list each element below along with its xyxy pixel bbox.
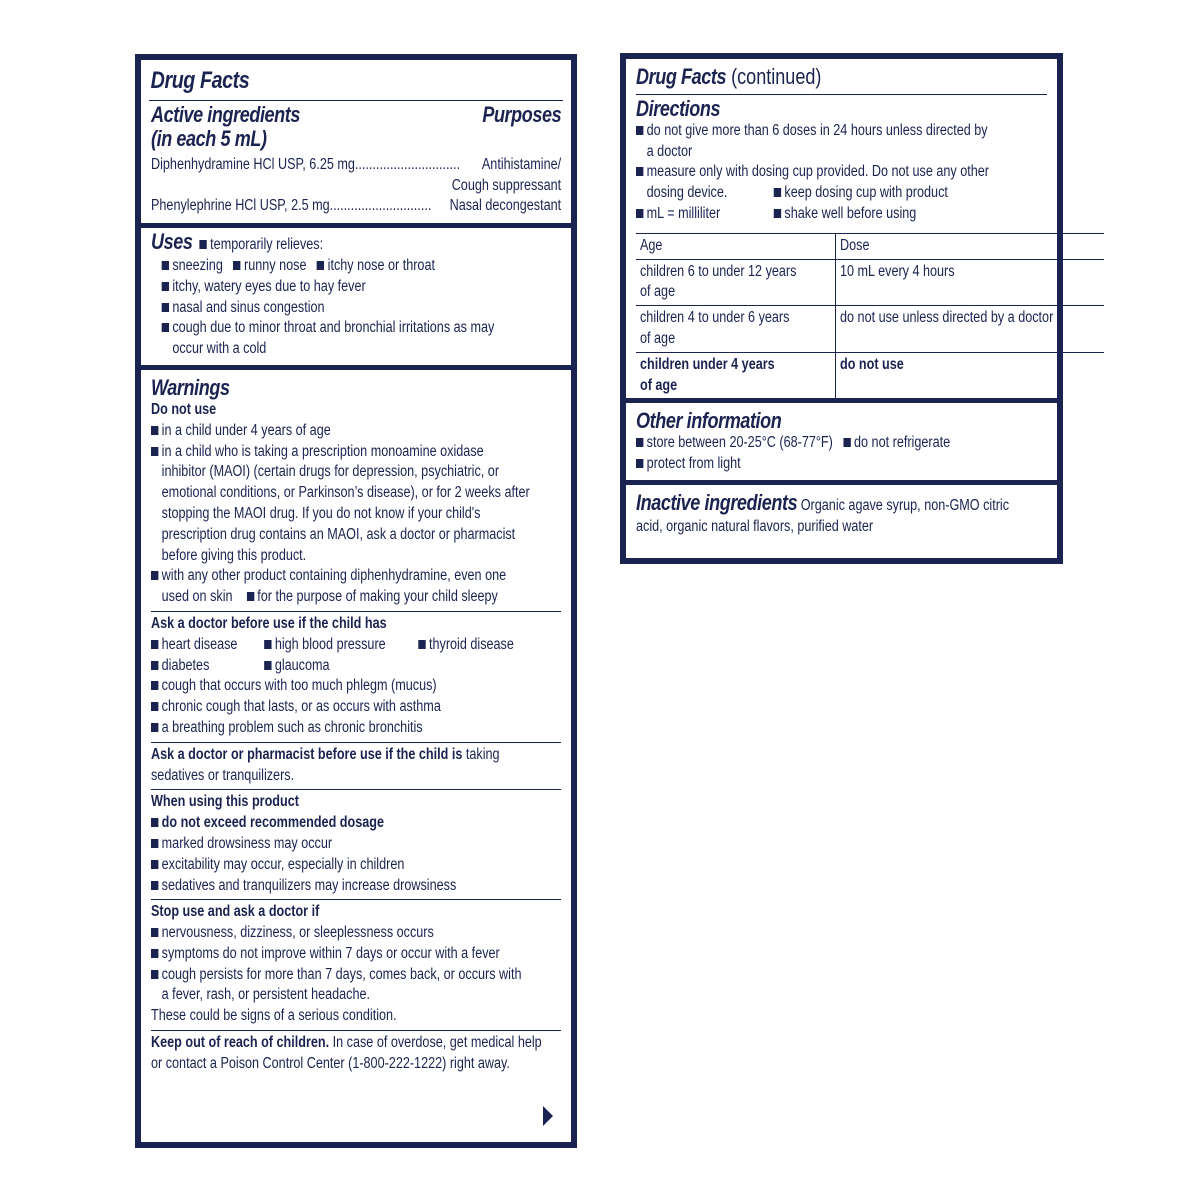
stop-use-item: cough persists for more than 7 days, comes back, or occurs with bbox=[161, 965, 522, 983]
stop-use-item: symptoms do not improve within 7 days or occur with a fever bbox=[161, 944, 500, 962]
warning-item-line: inhibitor (MAOI) (certain drugs for depression, psychiatric, or bbox=[161, 463, 500, 481]
ask-pharmacist-text-cont: sedatives or tranquilizers. bbox=[151, 766, 295, 784]
use-item: itchy nose or throat bbox=[327, 256, 435, 274]
ask-doctor-item: chronic cough that lasts, or as occurs with asthma bbox=[161, 698, 441, 716]
warning-item-line: stopping the MAOI drug. If you do not know if your child's bbox=[161, 504, 481, 522]
active-ingredients-heading: Active ingredients bbox=[151, 102, 301, 127]
stop-use-item-cont: a fever, rash, or persistent headache. bbox=[161, 986, 371, 1004]
direction-item: mL = milliliter bbox=[646, 204, 721, 222]
table-row bbox=[636, 306, 1104, 353]
uses-heading: Uses bbox=[151, 229, 193, 255]
warning-item-line: emotional conditions, or Parkinson’s disease), or for 2 weeks after bbox=[161, 484, 530, 502]
active-ingredients-subheading: (in each 5 mL) bbox=[151, 126, 267, 151]
use-item-cont: occur with a cold bbox=[172, 340, 267, 358]
direction-item: shake well before using bbox=[784, 204, 917, 222]
keep-out-text: In case of overdose, get medical help bbox=[329, 1034, 542, 1052]
warning-item-line: before giving this product. bbox=[161, 546, 307, 564]
when-using-item: excitability may occur, especially in children bbox=[161, 855, 405, 873]
direction-item-cont: dosing device. bbox=[646, 184, 728, 202]
direction-item: do not give more than 6 doses in 24 hours unless directed by bbox=[646, 121, 988, 139]
stop-use-note: These could be signs of a serious condition. bbox=[151, 1007, 397, 1025]
ask-doctor-item: diabetes bbox=[161, 656, 210, 674]
inactive-ingredients-text-cont: acid, organic natural flavors, purified water bbox=[636, 517, 874, 535]
other-info-item: protect from light bbox=[646, 455, 741, 473]
ask-pharmacist-heading: Ask a doctor or pharmacist before use if the child is bbox=[151, 745, 463, 763]
drug-facts-panel-left bbox=[135, 54, 577, 1148]
stop-use-item: nervousness, dizziness, or sleeplessness occurs bbox=[161, 924, 434, 942]
use-item: cough due to minor throat and bronchial irritations as may bbox=[172, 319, 495, 337]
ingredient-phenylephrine: Phenylephrine HCl USP, 2.5 mg............................. bbox=[151, 197, 432, 215]
when-using-item: marked drowsiness may occur bbox=[161, 834, 333, 852]
warning-item: in a child under 4 years of age bbox=[161, 421, 331, 439]
warning-item: in a child who is taking a prescription monoamine oxidase bbox=[161, 442, 484, 460]
ask-doctor-section bbox=[149, 612, 563, 742]
dose-cell: do not use bbox=[839, 355, 904, 373]
warning-item-line: prescription drug contains an MAOI, ask a doctor or pharmacist bbox=[161, 525, 516, 543]
stop-use-heading: Stop use and ask a doctor if bbox=[151, 903, 320, 921]
use-item: sneezing bbox=[172, 256, 223, 274]
purpose-nasal-decongestant: Nasal decongestant bbox=[449, 197, 562, 215]
directions-heading: Directions bbox=[636, 95, 721, 121]
direction-item: keep dosing cup with product bbox=[784, 184, 948, 202]
use-item: itchy, watery eyes due to hay fever bbox=[172, 277, 366, 295]
ask-pharmacist-section bbox=[149, 743, 563, 790]
keep-out-section bbox=[149, 1031, 563, 1078]
directions-section bbox=[634, 95, 1049, 228]
drug-facts-title: Drug Facts bbox=[150, 67, 250, 94]
warning-item-line: used on skin bbox=[161, 588, 233, 606]
purposes-heading: Purposes bbox=[482, 102, 561, 127]
ask-doctor-item: glaucoma bbox=[274, 656, 330, 674]
table-header-dose: Dose bbox=[839, 236, 870, 254]
other-info-item: do not refrigerate bbox=[854, 434, 951, 452]
table-header-age: Age bbox=[640, 236, 663, 254]
dose-cell: 10 mL every 4 hours bbox=[839, 262, 955, 280]
uses-section bbox=[149, 228, 563, 363]
dosage-table bbox=[636, 233, 1104, 399]
table-row bbox=[636, 259, 1104, 306]
use-item: runny nose bbox=[244, 256, 307, 274]
do-not-use-heading: Do not use bbox=[151, 400, 217, 418]
keep-out-text-cont: or contact a Poison Control Center (1-800-222-1222) right away. bbox=[151, 1054, 510, 1072]
warnings-heading: Warnings bbox=[151, 374, 230, 400]
purpose-cough-suppressant: Cough suppressant bbox=[451, 176, 562, 194]
warning-item: with any other product containing diphenhydramine, even one bbox=[161, 567, 507, 585]
continued-arrow-icon bbox=[543, 1106, 553, 1126]
when-using-section bbox=[149, 790, 563, 899]
drug-facts-panel-right bbox=[620, 53, 1063, 564]
table-row bbox=[636, 233, 1104, 259]
warning-item: for the purpose of making your child sleepy bbox=[257, 588, 498, 606]
ask-doctor-item: high blood pressure bbox=[274, 635, 386, 653]
keep-out-heading: Keep out of reach of children. bbox=[151, 1034, 330, 1052]
table-row bbox=[636, 352, 1104, 398]
use-item: nasal and sinus congestion bbox=[172, 298, 325, 316]
age-cell: children 6 to under 12 years bbox=[640, 262, 797, 280]
direction-item: measure only with dosing cup provided. Do not use any other bbox=[646, 163, 990, 181]
inactive-ingredients-text: Organic agave syrup, non-GMO citric bbox=[797, 496, 1010, 514]
continued-label: (continued) bbox=[726, 64, 822, 89]
ask-doctor-heading: Ask a doctor before use if the child has bbox=[151, 614, 387, 632]
other-information-section bbox=[634, 403, 1049, 478]
ask-doctor-item: thyroid disease bbox=[428, 635, 514, 653]
age-cell-cont: of age bbox=[640, 329, 676, 347]
age-cell: children under 4 years bbox=[640, 355, 775, 373]
purpose-antihistamine: Antihistamine/ bbox=[481, 155, 562, 173]
warnings-section bbox=[149, 370, 563, 611]
age-cell-cont: of age bbox=[640, 283, 676, 301]
ask-doctor-item: a breathing problem such as chronic bronchitis bbox=[161, 718, 423, 736]
ask-pharmacist-text: taking bbox=[462, 745, 500, 763]
age-cell: children 4 to under 6 years bbox=[640, 309, 790, 327]
inactive-ingredients-heading: Inactive ingredients bbox=[636, 489, 798, 515]
stop-use-section bbox=[149, 900, 563, 1030]
ask-doctor-item: cough that occurs with too much phlegm (mucus) bbox=[161, 677, 437, 695]
drug-facts-continued-title: Drug Facts bbox=[636, 64, 727, 89]
uses-intro: temporarily relieves: bbox=[210, 236, 324, 254]
when-using-item: do not exceed recommended dosage bbox=[161, 814, 384, 832]
other-info-item: store between 20-25°C (68-77°F) bbox=[646, 434, 833, 452]
ingredient-diphenhydramine: Diphenhydramine HCl USP, 6.25 mg.............................. bbox=[151, 155, 461, 173]
ask-doctor-item: heart disease bbox=[161, 635, 238, 653]
dose-cell: do not use unless directed by a doctor bbox=[839, 309, 1054, 327]
age-cell-cont: of age bbox=[640, 376, 678, 394]
inactive-ingredients-section bbox=[634, 485, 1049, 541]
other-information-heading: Other information bbox=[636, 408, 782, 434]
direction-item-cont: a doctor bbox=[646, 142, 693, 160]
when-using-item: sedatives and tranquilizers may increase drowsiness bbox=[161, 876, 457, 894]
when-using-heading: When using this product bbox=[151, 793, 299, 811]
